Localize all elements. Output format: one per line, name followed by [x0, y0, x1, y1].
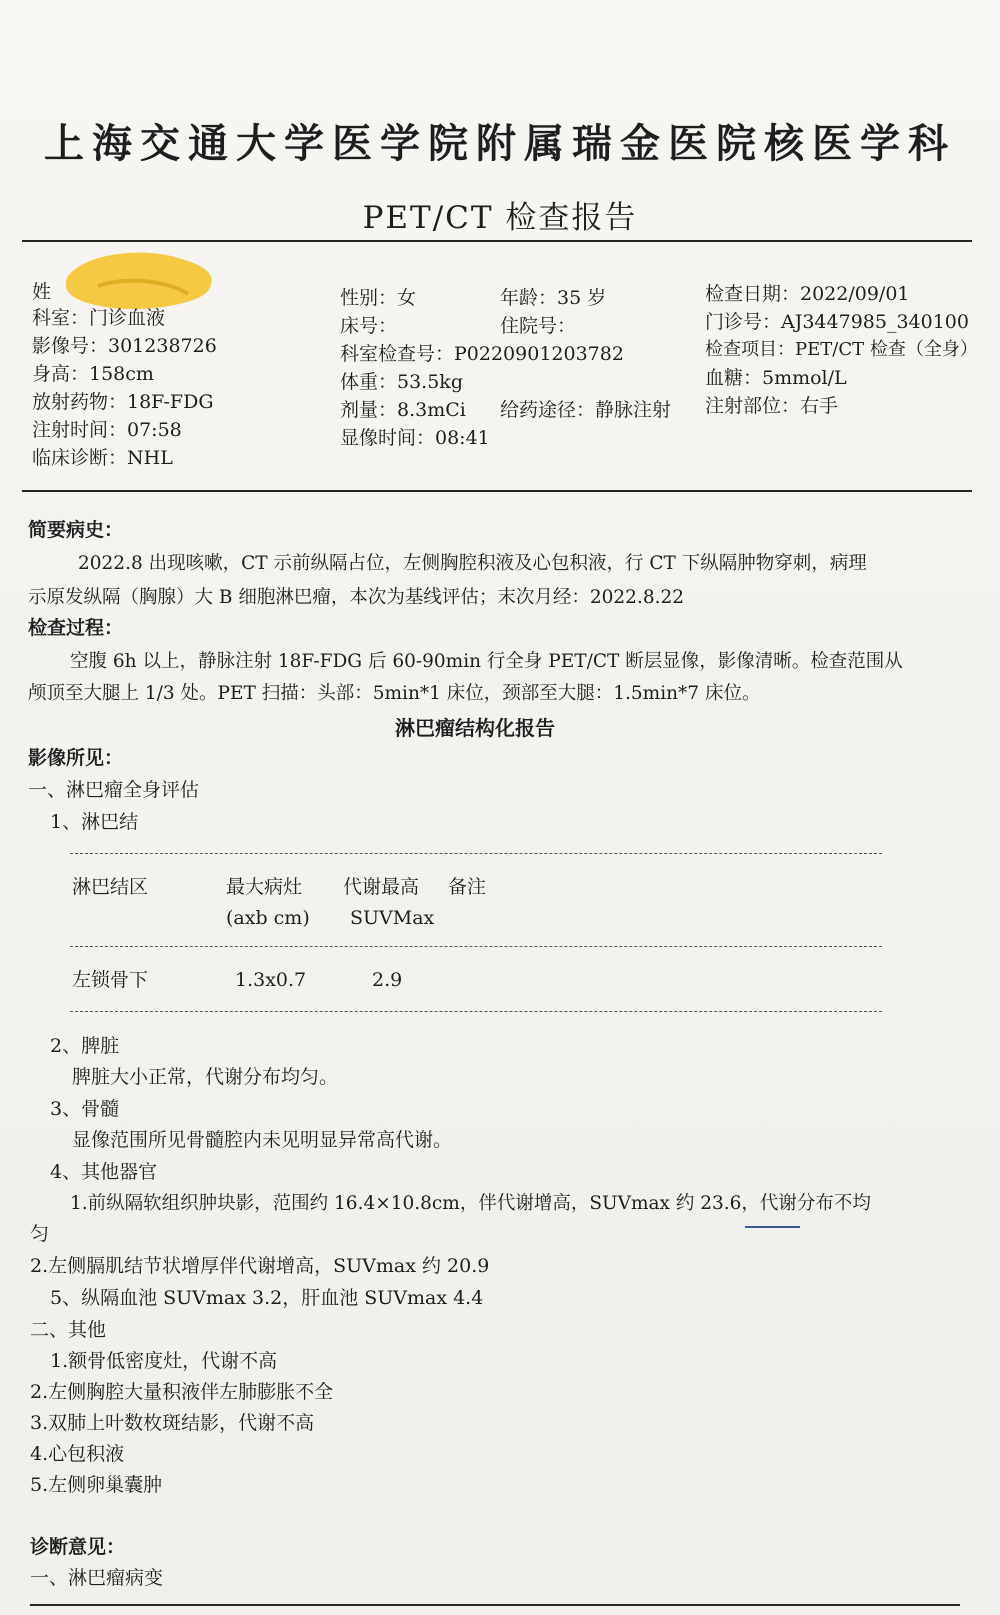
diagnosis-heading: 诊断意见：	[30, 1536, 126, 1558]
history-line-1: 2022.8 出现咳嗽，CT 示前纵隔占位，左侧胸腔积液及心包积液，行 CT 下纵隔肿物穿刺，病理	[78, 553, 867, 574]
spleen-text: 脾脏大小正常，代谢分布均匀。	[72, 1066, 339, 1088]
organ-finding-2: 2.左侧膈肌结节状增厚伴代谢增高，SUVmax 约 20.9	[30, 1255, 490, 1277]
clinical-diagnosis: 临床诊断：NHL	[32, 447, 173, 469]
department-label: 科室：	[32, 307, 90, 329]
section-1-heading: 一、淋巴瘤全身评估	[28, 779, 200, 801]
dept-exam-number: 科室检查号：P0220901203782	[340, 343, 624, 365]
injection-time: 注射时间：07:58	[32, 419, 182, 441]
department-value: 门诊血液	[89, 307, 166, 329]
hospital-title: 上海交通大学医学院附属瑞金医院核医学科	[44, 120, 956, 167]
table-bottom-divider	[70, 1011, 882, 1012]
header-rule	[22, 240, 972, 242]
row-region: 左锁骨下	[72, 969, 149, 991]
organ-finding-1-cont: 匀	[30, 1223, 50, 1245]
other-organs-heading: 4、其他器官	[50, 1161, 158, 1183]
lymph-node-heading: 1、淋巴结	[50, 811, 139, 833]
procedure-line-2: 颅顶至大腿上 1/3 处。PET 扫描：头部：5min*1 床位，颈部至大腿：1.5min*7 床位。	[28, 683, 761, 704]
weight-field: 体重：53.5kg	[340, 371, 463, 393]
imaging-time: 显像时间：08:41	[340, 427, 490, 449]
diagnosis-item-1: 一、淋巴瘤病变	[30, 1567, 164, 1589]
organ-finding-1: 1.前纵隔软组织肿块影，范围约 16.4×10.8cm，伴代谢增高，SUVmax 约 23.6，代谢分布不均	[70, 1193, 871, 1214]
row-lesion-size: 1.3x0.7	[235, 969, 307, 991]
col-suv-unit: SUVMax	[350, 907, 435, 929]
blood-pool-finding: 5、纵隔血池 SUVmax 3.2，肝血池 SUVmax 4.4	[50, 1287, 484, 1309]
marrow-heading: 3、骨髓	[50, 1098, 120, 1120]
height-field: 身高：158cm	[32, 363, 154, 385]
row-suv: 2.9	[372, 969, 403, 991]
history-heading: 简要病史：	[28, 519, 124, 541]
image-number: 影像号：301238726	[32, 335, 217, 357]
injection-site: 注射部位：右手	[705, 395, 839, 417]
spleen-heading: 2、脾脏	[50, 1035, 120, 1057]
name-label: 姓	[32, 281, 52, 303]
bed-field: 床号：	[340, 315, 398, 337]
col-lesion-header: 最大病灶	[226, 876, 303, 898]
structured-report-title: 淋巴瘤结构化报告	[395, 716, 555, 740]
age-field: 年龄：35 岁	[500, 287, 607, 309]
dose-field: 剂量：8.3mCi	[340, 399, 466, 421]
procedure-line-1: 空腹 6h 以上，静脉注射 18F-FDG 后 60-90min 行全身 PET/CT 断层显像，影像清晰。检查范围从	[70, 651, 903, 672]
history-line-2: 示原发纵隔（胸腺）大 B 细胞淋巴瘤，本次为基线评估；末次月经：2022.8.22	[28, 587, 685, 608]
blood-glucose: 血糖：5mmol/L	[705, 367, 847, 389]
exam-date: 检查日期：2022/09/01	[705, 283, 910, 305]
info-rule	[22, 490, 972, 492]
admission-field: 住院号：	[500, 315, 577, 337]
col-notes-header: 备注	[448, 876, 487, 898]
col-lesion-unit: (axb cm)	[226, 907, 310, 929]
other-finding-4: 4.心包积液	[30, 1443, 125, 1465]
table-top-divider	[70, 853, 882, 854]
other-finding-1: 1.额骨低密度灶，代谢不高	[50, 1350, 278, 1372]
other-finding-5: 5.左侧卵巢囊肿	[30, 1474, 163, 1496]
route-field: 给药途径：静脉注射	[500, 399, 672, 421]
report-title: PET/CT 检查报告	[362, 200, 638, 236]
findings-heading: 影像所见：	[28, 747, 124, 769]
col-suv-header: 代谢最高	[343, 876, 420, 898]
other-finding-3: 3.双肺上叶数枚斑结影，代谢不高	[30, 1412, 315, 1434]
footer-rule	[30, 1604, 960, 1606]
table-header-divider	[70, 946, 882, 947]
section-2-heading: 二、其他	[30, 1319, 107, 1341]
tracer-field: 放射药物：18F-FDG	[32, 391, 214, 413]
other-finding-2: 2.左侧胸腔大量积液伴左肺膨胀不全	[30, 1381, 334, 1403]
handwritten-underline	[745, 1226, 800, 1228]
department-field	[32, 306, 165, 330]
sex-field: 性别：女	[340, 287, 417, 309]
outpatient-number: 门诊号：AJ3447985_340100	[705, 311, 969, 333]
marrow-text: 显像范围所见骨髓腔内未见明显异常高代谢。	[72, 1129, 453, 1151]
col-region-header: 淋巴结区	[72, 876, 149, 898]
exam-item: 检查项目：PET/CT 检查（全身）	[705, 339, 978, 360]
procedure-heading: 检查过程：	[28, 617, 124, 639]
